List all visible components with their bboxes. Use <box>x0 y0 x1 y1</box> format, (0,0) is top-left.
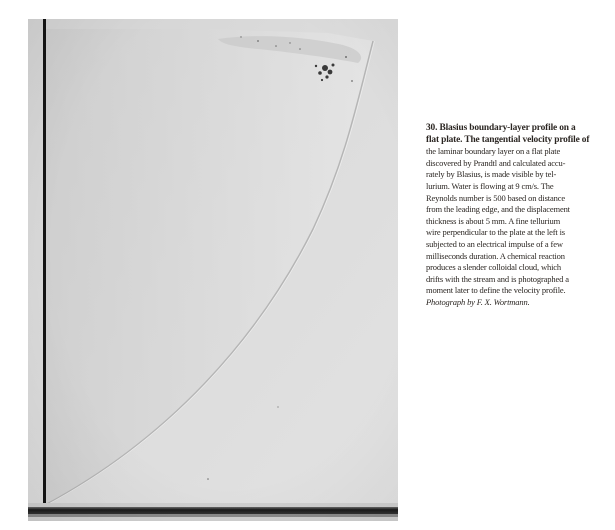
figure-caption <box>426 123 611 307</box>
caption-line: discovered by Prandtl and calculated accu- <box>426 157 566 168</box>
photo-vignette <box>28 19 398 521</box>
caption-line: rately by Blasius, is made visible by tel- <box>426 169 557 180</box>
caption-line: milliseconds duration. A chemical reaction <box>426 250 565 261</box>
caption-line: 30. Blasius boundary-layer profile on a <box>426 123 576 133</box>
caption-line: produces a slender colloidal cloud, which <box>426 262 562 273</box>
photo-credit: Photograph by F. X. Wortmann. <box>426 296 530 307</box>
caption-line: from the leading edge, and the displacement <box>426 204 570 215</box>
caption-line: lurium. Water is flowing at 9 cm/s. The <box>426 180 554 191</box>
boundary-layer-photograph <box>28 19 398 521</box>
caption-line: flat plate. The tangential velocity profile of <box>426 134 590 145</box>
caption-line: Reynolds number is 500 based on distance <box>426 192 565 203</box>
caption-line: moment later to define the velocity profile. <box>426 285 566 296</box>
caption-line: drifts with the stream and is photographed a <box>426 273 569 284</box>
caption-line: subjected to an electrical impulse of a few <box>426 238 563 249</box>
caption-line: wire perpendicular to the plate at the left is <box>426 227 565 238</box>
caption-line: thickness is about 5 mm. A fine tellurium <box>426 215 561 226</box>
caption-line: the laminar boundary layer on a flat plate <box>426 146 561 157</box>
